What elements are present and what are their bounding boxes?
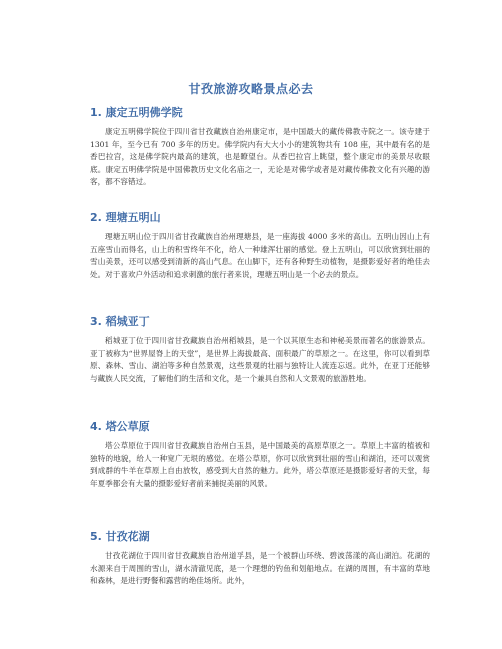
- section-heading: 3. 稻城亚丁: [90, 315, 150, 328]
- section-heading: 2. 理塘五明山: [90, 211, 161, 224]
- section-heading: 1. 康定五明佛学院: [90, 106, 183, 119]
- section-body: 塔公草原位于四川省甘孜藏族自治州白玉县，是中国最美的高原草原之一。草原上丰富的植被和独特的地貌，给人一种宽广无垠的感觉。在塔公草原，你可以欣赏到壮丽的雪山和湖泊，还可以观赏到成群的牛羊在草原上自由放牧，感受到大自然的魅力。此外，塔公草原还是摄影爱好者的天堂，每年夏季都会有大量的摄影爱好者前来捕捉美丽的风景。: [90, 441, 430, 488]
- document-title: 甘孜旅游攻略景点必去: [188, 82, 314, 96]
- section-2: [90, 211, 430, 281]
- section-body: 甘孜花湖位于四川省甘孜藏族自治州道孚县，是一个被群山环绕、碧波荡漾的高山湖泊。花湖的水源来自于周围的雪山，湖水清澈见底，是一个理想的钓鱼和划船地点。在湖的周围，有丰富的草地和森林，是进行野餐和露营的绝佳场所。此外，: [90, 551, 430, 585]
- section-3: [90, 315, 430, 385]
- section-heading: 5. 甘孜花湖: [90, 530, 150, 543]
- section-5: [90, 530, 430, 588]
- section-heading: 4. 塔公草原: [90, 420, 150, 433]
- section-body: 稻城亚丁位于四川省甘孜藏族自治州稻城县，是一个以其原生态和神秘美景而著名的旅游景点。亚丁被称为“世界屋脊上的天堂”，是世界上海拔最高、面积最广的草原之一。在这里，你可以看到草原、森林、雪山、湖泊等多种自然景观，这些景观的壮丽与独特让人流连忘返。此外，在亚丁还能够与藏族人民交流，了解他们的生活和文化，是一个兼具自然和人文景观的旅游胜地。: [90, 336, 430, 383]
- section-body: 康定五明佛学院位于四川省甘孜藏族自治州康定市，是中国最大的藏传佛教寺院之一。该寺建于 1301 年，至今已有 700 多年的历史。佛学院内有大大小小的建筑物共有 108 座，其中最有名的是香巴拉宫，这是佛学院内最高的建筑，也是瞭望台。从香巴拉宫上眺望，整个康定市的美景尽收眼底。康定五明佛学院是中国佛教历史文化名庙之一，无论是对佛学或者是对藏传佛教文化有兴趣的游客，都不容错过。: [90, 127, 430, 186]
- section-body: 理塘五明山位于四川省甘孜藏族自治州理塘县，是一座海拔 4000 多米的高山。五明山因山上有五座雪山而得名，山上的积雪终年不化，给人一种雄浑壮丽的感觉。登上五明山，可以欣赏到壮丽的雪山美景，还可以感受到清新的高山气息。在山脚下，还有各种野生动植物，是摄影爱好者的绝佳去处。对于喜欢户外活动和追求刺激的旅行者来说，理塘五明山是一个必去的景点。: [90, 232, 430, 279]
- section-4: [90, 420, 430, 490]
- section-1: [90, 106, 430, 189]
